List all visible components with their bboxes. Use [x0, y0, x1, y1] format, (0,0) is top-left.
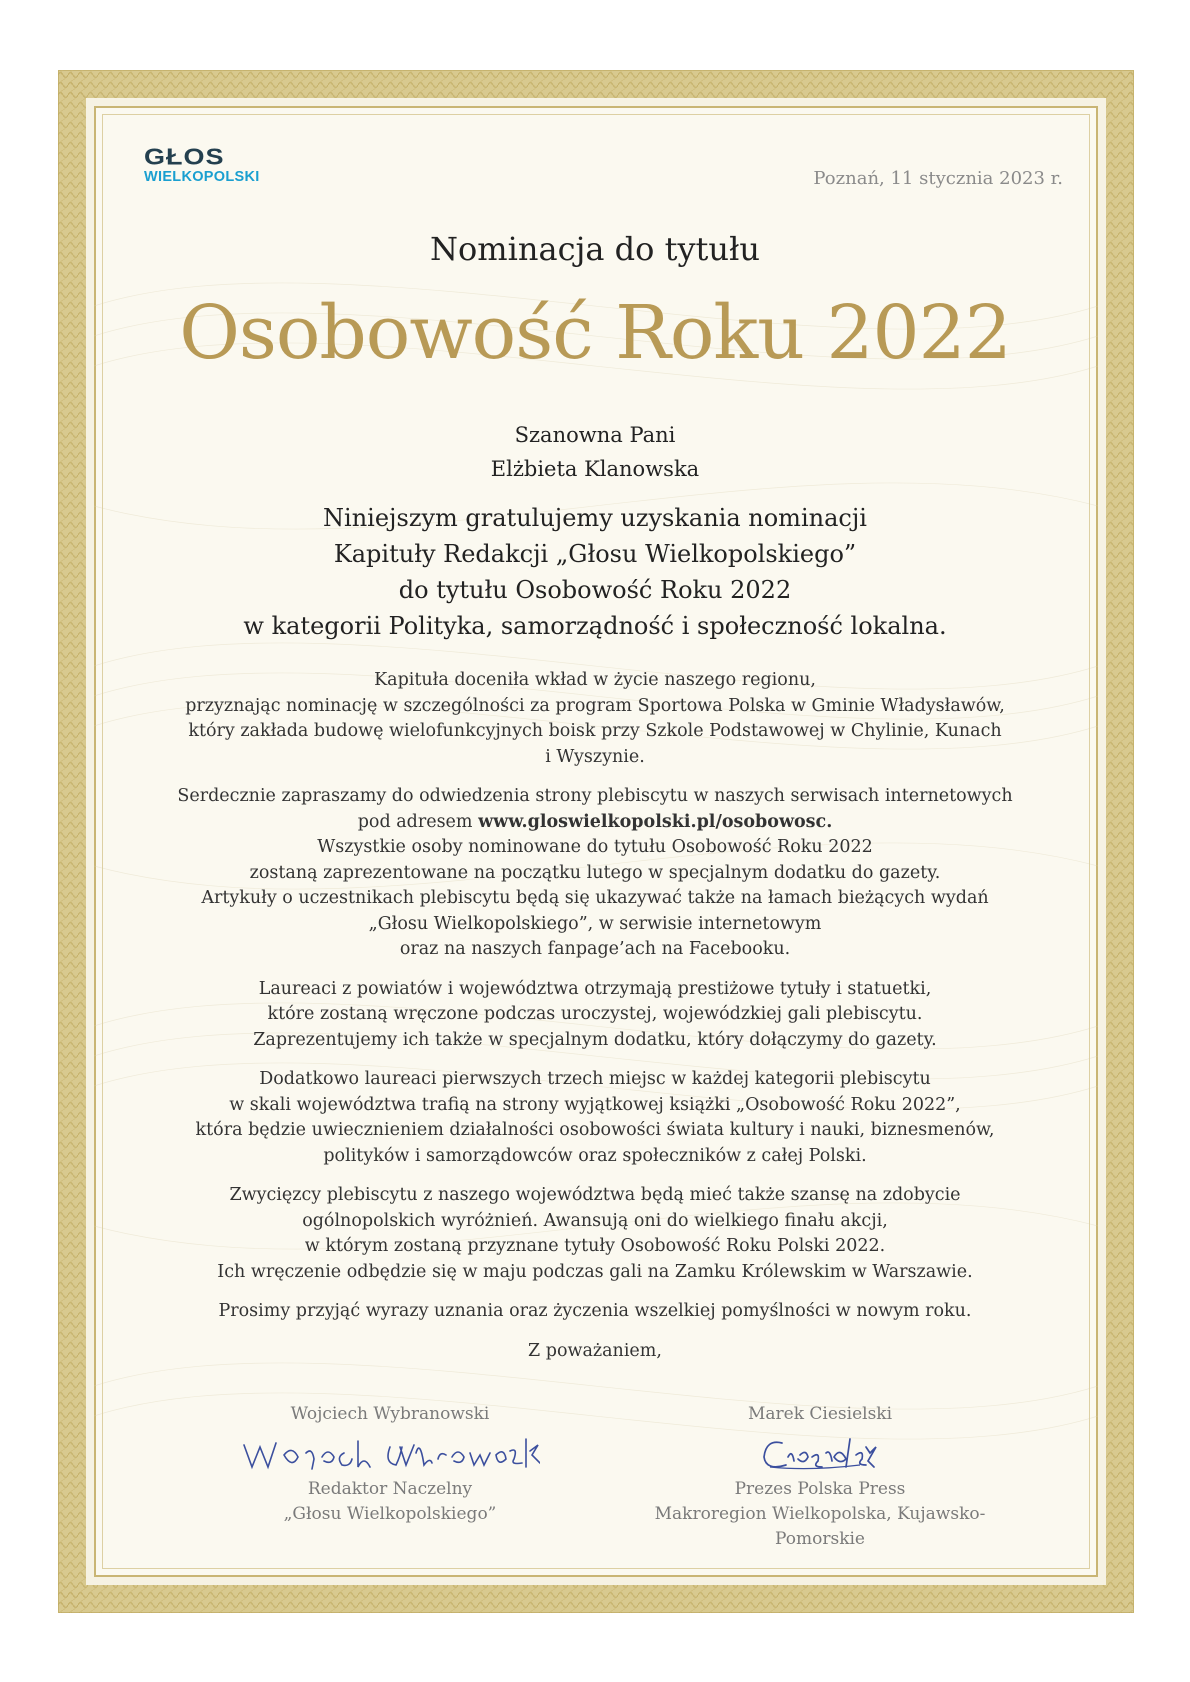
signature-left: [200, 1402, 580, 1527]
gloswielkopolski-logo: [144, 146, 284, 186]
text-line: który zakłada budowę wielofunkcyjnych boisk przy Szkole Podstawowej w Chylinie, Kunach: [188, 721, 1002, 741]
text-line: w skali województwa trafią na strony wyjątkowej książki „Osobowość Roku 2022”,: [229, 1094, 961, 1115]
text-line: oraz na naszych fanpage’ach na Facebooku.: [399, 939, 791, 959]
nomination-line: do tytułu Osobowość Roku 2022: [398, 576, 792, 604]
text-line: Kapituła doceniła wkład w życie naszego regionu,: [374, 670, 816, 690]
signatory-organization: Makroregion Wielkopolska, Kujawsko-Pomorskie: [654, 1504, 986, 1549]
signatory-name: Wojciech Wybranowski: [290, 1404, 490, 1424]
text-line: w którym zostaną przyznane tytuły Osobowość Roku Polski 2022.: [304, 1236, 886, 1256]
logo-text-wielkopolski: WIELKOPOLSKI: [144, 169, 260, 185]
text-line: Ich wręczenie odbędzie się w maju podczas gali na Zamku Królewskim w Warszawie.: [217, 1261, 973, 1282]
paragraph-invitation: [150, 784, 1040, 963]
paragraph-laureates: [150, 977, 1040, 1054]
logo-text-glos: GŁOS: [144, 144, 225, 170]
text-line: Wszystkie osoby nominowane do tytułu Osobowość Roku 2022: [317, 837, 873, 857]
text-line: pod adresem: [357, 811, 479, 832]
signatory-organization: „Głosu Wielkopolskiego”: [283, 1504, 497, 1524]
text-line: Artykuły o uczestnikach plebiscytu będą się ukazywać także na łamach bieżących wydań: [201, 888, 989, 908]
text-line: „Głosu Wielkopolskiego”, w serwisie internetowym: [368, 913, 822, 934]
text-line: zostaną zaprezentowane na początku lutego w specjalnym dodatku do gazety.: [249, 862, 941, 883]
greeting: [0, 418, 1190, 486]
document-date: Poznań, 11 stycznia 2023 r.: [813, 168, 1063, 189]
text-line: Zwycięzcy plebiscytu z naszego województwa będą mieć także szansę na zdobycie: [229, 1185, 961, 1205]
nomination-line: w kategorii Polityka, samorządność i społeczność lokalna.: [243, 612, 947, 640]
nomination-line: Niniejszym gratulujemy uzyskania nominacji: [323, 504, 867, 532]
website-url: www.gloswielkopolski.pl/osobowosc.: [478, 811, 833, 832]
text-line: ogólnopolskich wyróżnień. Awansują oni do wielkiego finału akcji,: [302, 1210, 888, 1231]
text-line: Laureaci z powiatów i województwa otrzymają prestiżowe tytuły i statuetki,: [258, 978, 932, 999]
text-line: które zostaną wręczone podczas uroczystej, wojewódzkiej gali plebiscytu.: [267, 1004, 923, 1024]
signatory-title: Redaktor Naczelny: [307, 1479, 473, 1499]
text-line: polityków i samorządowców oraz społeczników z całej Polski.: [323, 1145, 867, 1166]
nomination-line: Kapituły Redakcji „Głosu Wielkopolskiego”: [333, 540, 857, 568]
paragraph-merit: [150, 668, 1040, 770]
salutation: Szanowna Pani: [514, 423, 676, 447]
nomination-statement: [0, 500, 1190, 644]
handwritten-signature: [760, 1433, 880, 1473]
signature-right: [620, 1402, 1020, 1552]
paragraph-book: [150, 1067, 1040, 1169]
text-line: Zaprezentujemy ich także w specjalnym dodatku, który dołączymy do gazety.: [253, 1029, 937, 1050]
paragraph-wishes: Prosimy przyjąć wyrazy uznania oraz życzenia wszelkiej pomyślności w nowym roku.: [218, 1301, 972, 1321]
letter-body: [150, 668, 1040, 1378]
signatory-title: Prezes Polska Press: [734, 1479, 906, 1499]
closing-phrase: Z poważaniem,: [528, 1340, 662, 1361]
text-line: Serdecznie zapraszamy do odwiedzenia strony plebiscytu w naszych serwisach internetowych: [177, 786, 1013, 806]
text-line: Dodatkowo laureaci pierwszych trzech miejsc w każdej kategorii plebiscytu: [259, 1069, 931, 1089]
paragraph-national-final: [150, 1183, 1040, 1285]
award-title: Osobowość Roku 2022: [179, 290, 1011, 376]
signatory-name: Marek Ciesielski: [747, 1404, 893, 1424]
text-line: która będzie uwiecznieniem działalności osobowości świata kultury i nauki, biznesmenów,: [195, 1120, 995, 1140]
handwritten-signature: [240, 1433, 540, 1473]
recipient-name: Elżbieta Klanowska: [490, 457, 700, 481]
text-line: i Wyszynie.: [545, 746, 645, 767]
nomination-heading: Nominacja do tytułu: [430, 230, 760, 268]
text-line: przyznając nominację w szczególności za program Sportowa Polska w Gminie Władysławów,: [185, 695, 1005, 716]
